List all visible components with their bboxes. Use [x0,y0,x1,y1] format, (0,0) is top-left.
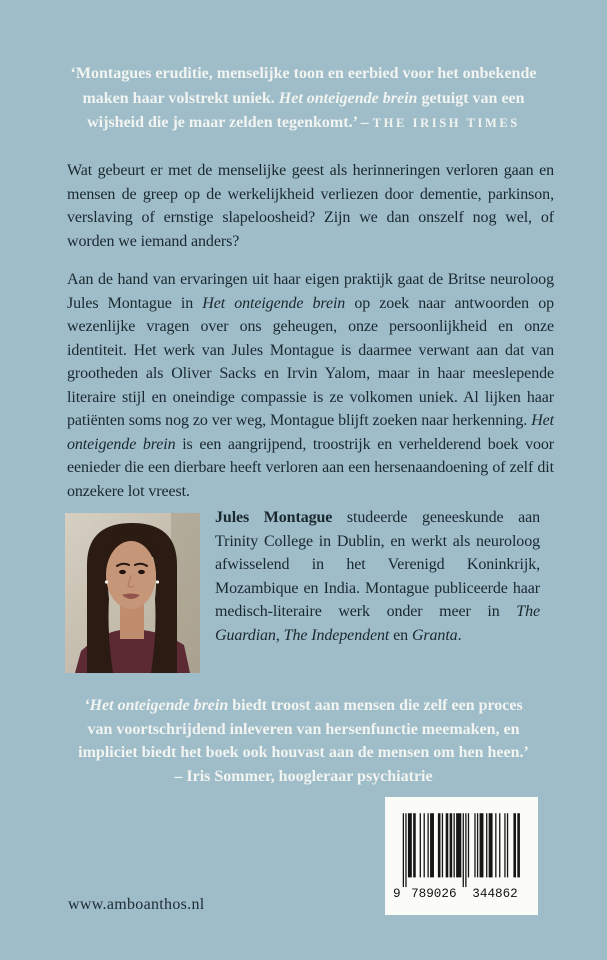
book-title-italic: Het onteigende brein [67,412,554,453]
quote-text: van voortschrijdend inleveren van hersenfunctie meemaken, en [87,720,520,738]
publication-name: Granta [411,626,458,644]
author-earring-right [156,580,159,583]
publisher-website: www.amboanthos.nl [68,896,205,913]
author-eye-right [138,570,145,574]
author-earring-left [105,580,108,583]
quote-text: wijsheid die je maar zelden tegenkomt.’ – [87,114,373,131]
quote-source: THE IRISH TIMES [372,116,520,130]
book-title-italic: Het onteigende brein [202,294,346,312]
quote-text: getuigt van een [417,89,525,107]
author-photo [65,513,200,673]
book-title-italic: Het onteigende brein [278,89,418,107]
blurb-paragraph-2 [67,268,554,503]
paragraph-text: Wat gebeurt er met de menselijke geest als herinneringen verloren gaan en mensen de greep op de werkelijkheid verliezen door dementie, parkinson, verslaving of ernstige slapeloosheid? Zijn we dan onszelf nog wel, of worden we iemand anders? [67,162,554,250]
quote-line-2 [30,718,577,742]
quote-text: maken haar volstrekt uniek. [82,89,279,107]
quote-text: – Iris Sommer, hoogleraar psychiatrie [174,767,433,785]
paragraph-text: is een aangrijpend, troostrijk en verhelderend boek voor eenieder die een dierbare heeft verloren aan een hersenaandoening of zelf dit onzekere lot vreest. [67,435,555,500]
bio-text: studeerde geneeskunde aan Trinity College in Dublin, en werkt als neuroloog afwisselend in het Verenigd Koninkrijk, Mozambique en India. Montague publiceerde haar medisch-literaire werk onder meer in [215,509,540,620]
paragraph-text: op zoek naar antwoorden op wezenlijke vragen over ons geheugen, onze persoonlijkheid en onze identiteit. Het werk van Jules Montague is daarmee verwant aan dat van grootheden als Oliver Sacks en Irvin Yalom, maar in haar meeslepende literaire stijl en oneindige compassie is ze volkomen uniek. Al lijken haar patiënten soms nog zo ver weg, Montague blijft zoeken naar herkenning. [67,294,554,429]
author-bio [215,506,540,647]
quote-text: ‘Montagues eruditie, menselijke toon en eerbied voor het onbekende [70,65,537,82]
book-title-italic: ‘Het onteigende brein [84,697,229,714]
ean13-barcode [393,810,531,902]
barcode-digit-first: 9 [392,885,401,901]
author-name: Jules Montague [215,509,333,526]
publication-name: The Independent [283,626,390,644]
blurb-paragraph-1 [67,159,554,253]
quote-text: biedt troost aan mensen die zelf een proces [228,697,523,714]
bio-text: . [457,626,462,644]
barcode-digits-left: 789026 [410,885,457,901]
author-eye-left [119,570,126,574]
press-quote-iris-sommer [30,694,577,788]
barcode-digits-right: 344862 [471,885,518,901]
quote-line-1 [30,62,577,87]
quote-attribution [30,765,577,789]
barcode-panel [385,797,538,915]
quote-line-2 [30,87,577,112]
paragraph-text: Aan de hand van ervaringen uit haar eigen praktijk gaat de Britse neuroloog Jules Montague in [67,271,554,312]
quote-text: impliciet biedt het boek ook houvast aan de mensen om hen heen.’ [78,744,529,761]
press-quote-irish-times [30,62,577,136]
quote-line-3 [30,111,577,136]
publication-name: The Guardian [215,603,540,644]
bio-text: en [389,626,412,644]
bio-text: , [275,626,284,644]
quote-line-1 [30,694,577,718]
quote-line-3 [30,741,577,765]
